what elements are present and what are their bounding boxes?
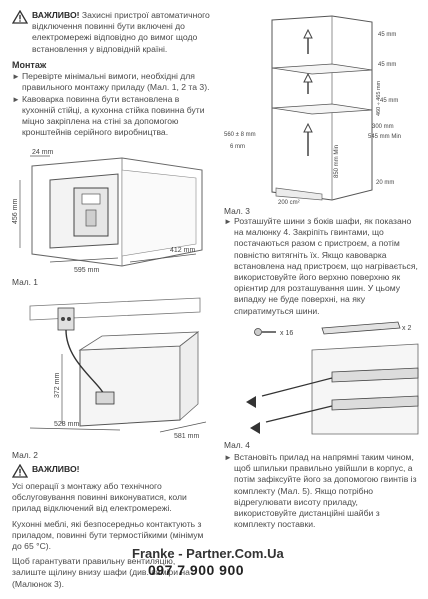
warning-label: ВАЖЛИВО! [32, 464, 80, 474]
dim-label: 300 mm [372, 124, 394, 130]
dim-label: 372 mm [54, 372, 61, 398]
dim-label: 20 mm [376, 180, 395, 186]
dim-label: 850 mm Min [334, 144, 340, 178]
list-item: ► Розташуйте шини з боків шафи, як показано на малюнку 4. Закріпіть гвинтами, що постачаються разом с пристроєм, а потім повністю витягніть їх. Якщо кавоварка встановлена над пристроєм, що нагрівається, використовуйте його верхню поверхню як орієнтир для розташування шин. У цьому випадку не буде поверхні, на яку спиратимуться шини. [224, 216, 418, 316]
arrow-bullet-icon: ► [224, 217, 232, 226]
dim-label: 45 mm [378, 32, 397, 38]
figure-1-cabinet-diagram [10, 148, 212, 282]
dim-label: 45 mm [380, 98, 399, 104]
figure-4-rails-diagram [222, 310, 422, 438]
arrow-bullet-icon: ► [12, 94, 20, 104]
rail-icon [322, 322, 400, 334]
warning-paragraph: Щоб гарантувати правильну вентиляцію, залиште щілину внизу шафи (див. виміри на (Малюнок 3). [12, 556, 190, 589]
dim-label: 412 mm [170, 247, 196, 254]
arrow-bullet-icon: ► [12, 72, 20, 82]
warning-paragraph: Усі операції з монтажу або технічного обслуговування повинні виконуватися, коли прилад відключений від електромережі. [12, 481, 187, 514]
arrow-bullet-icon: ► [224, 453, 232, 462]
footer-site: Franke - Partner.Com.Ua [132, 546, 284, 561]
mounting-heading: Монтаж [12, 60, 47, 70]
list-item: ► Кавоварка повинна бути встановлена в кухонній стійці, а кухонна стійка повинна бути міцно закріплена на стіні за допомогою кронштейнів серійного виробництва. [12, 93, 205, 138]
figure-2-caption: Мал. 2 [12, 450, 38, 460]
screws-count: x 16 [280, 330, 294, 337]
warning-paragraph: Кухонні меблі, які безпосередньо контактують з приладом, повинні бути термостійкими (мінімум до 65 °C). [12, 518, 204, 552]
dim-label: 528 mm [54, 421, 80, 428]
figure-1-caption: Мал. 1 [12, 277, 38, 287]
screw-icon [255, 329, 277, 336]
dim-label: 45 mm [378, 62, 397, 68]
rails-count: x 2 [402, 325, 412, 332]
warning-triangle-icon [12, 10, 28, 24]
warning-text: Захисні пристрої автоматичного відключення повинні бути включені до електромережі відповідно до вимог щодо встановлення у відповідній країні. [32, 10, 210, 54]
dim-label: 545 mm Min [368, 134, 402, 140]
dim-label: 456 mm [12, 198, 19, 224]
dim-label: 6 mm [230, 144, 245, 150]
figure-2-rear-diagram [10, 292, 212, 442]
rails-instructions [224, 216, 418, 317]
warning-label: ВАЖЛИВО! [32, 10, 80, 20]
dim-label: 581 mm [174, 433, 200, 440]
footer-phone: 097 7 900 900 [148, 562, 245, 578]
dim-label: 460 ÷ 465 mm [376, 80, 382, 116]
figure-4-caption: Мал. 4 [224, 440, 250, 450]
install-instructions [224, 452, 418, 530]
warning-triangle-icon [12, 464, 28, 478]
list-item: ► Встановіть прилад на напрямні таким чином, щоб шпильки правильно увійшли в корпус, а потім зафіксуйте його за допомогою гвинтів із комплекту (Мал. 5). Якщо потрібно відрегулювати висоту приладу, використовуйте дистанційні шайби з комплекту поставки. [224, 452, 417, 530]
dim-label: 200 cm² [278, 200, 300, 206]
dim-label: 560 ± 8 mm [224, 132, 256, 138]
list-item: ► Перевірте мінімальні вимоги, необхідні для правильного монтажу приладу (Мал. 1, 2 та 3). [12, 71, 210, 93]
warning-block-1 [12, 10, 210, 55]
mounting-section [12, 60, 210, 138]
figure-3-cabinet-diagram [222, 6, 422, 206]
figure-3-caption: Мал. 3 [224, 206, 250, 216]
dim-label: 595 mm [74, 267, 100, 274]
dim-label: 24 mm [32, 149, 54, 156]
